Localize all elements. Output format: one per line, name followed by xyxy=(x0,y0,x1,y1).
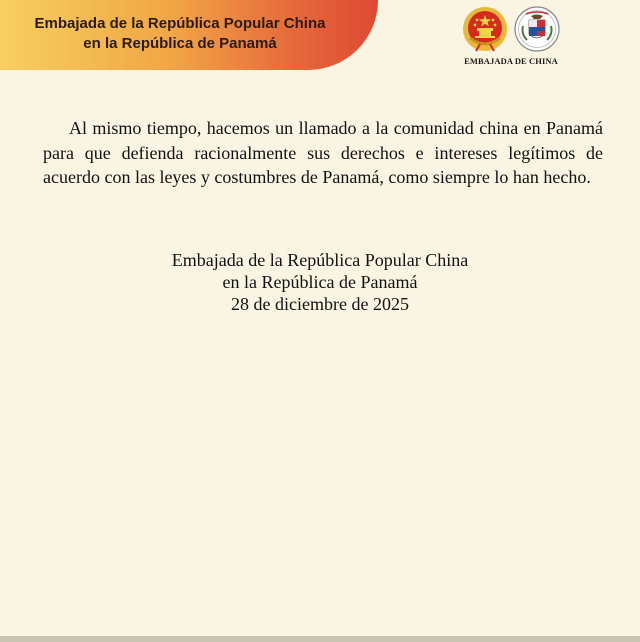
signature-line1: Embajada de la República Popular China xyxy=(171,250,469,270)
header-title xyxy=(0,14,360,54)
signature-date: 28 de diciembre de 2025 xyxy=(231,294,409,314)
body-paragraph: Al mismo tiempo, hacemos un llamado a la comunidad china en Panamá para que defienda racionalmente sus derechos e intereses legítimos de acuerdo con las leyes y costumbres de Panamá, como siempre lo han hecho. xyxy=(43,118,603,187)
emblem-caption: EMBAJADA DE CHINA xyxy=(464,56,558,66)
signature-line2: en la República de Panamá xyxy=(222,272,418,292)
header-title-line2: en la República de Panamá xyxy=(83,35,277,52)
header-banner xyxy=(0,0,378,70)
coat-of-arms-panama-icon xyxy=(514,6,560,52)
signature-block xyxy=(0,249,640,315)
footer-bar xyxy=(0,636,640,642)
header-title-line1: Embajada de la República Popular China xyxy=(34,15,326,32)
emblems xyxy=(458,4,568,66)
national-emblem-china-icon xyxy=(462,6,508,52)
